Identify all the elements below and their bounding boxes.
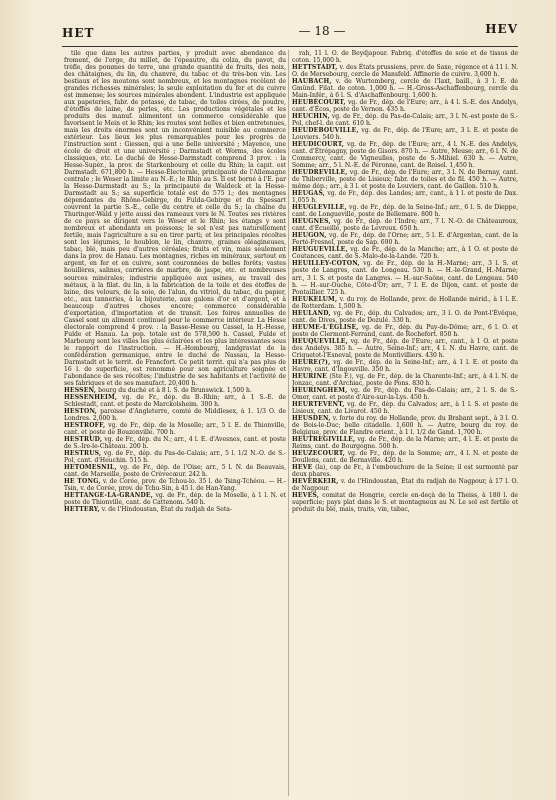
entry-text: vg. de Fr., dép. de la Marne; arr., 4 l. E. et poste de Reims, cant. de Bourgogne. 500 h.	[292, 435, 518, 450]
dictionary-entry	[292, 218, 518, 232]
entry-headword: HESTRUD,	[64, 435, 103, 443]
dictionary-entry	[64, 492, 286, 506]
entry-headword: HEUDICOURT,	[292, 141, 345, 149]
dictionary-entry	[292, 232, 518, 246]
dictionary-entry	[292, 387, 518, 401]
entry-headword: HEUILLEY-COTON,	[292, 260, 360, 268]
entry-text: (la), cap de Fr., à l'embouchure de la Seine; il est surmonté par deux phares.	[292, 463, 518, 478]
entry-headword: HEUZECOURT,	[292, 449, 346, 457]
dictionary-entry	[64, 422, 286, 436]
entry-text: v. de Corée, prov. de Tchou-lo. 35 l. de Tsing-Tchéou. — H.-Tsin, v. de Corée, prov. de Tchu-Sin, à 45 l. de Han-Yang.	[64, 477, 286, 492]
dictionary-entry	[292, 64, 518, 78]
dictionary-entry	[292, 373, 518, 387]
entry-headword: HETTSTADT,	[292, 64, 338, 72]
dictionary-entry	[292, 464, 518, 478]
entry-headword: HESTROFF,	[64, 421, 106, 429]
entry-headword: HEUME-L'ÉGLISE,	[292, 323, 359, 331]
dictionary-entry	[292, 141, 518, 169]
entry-text: vg. de Fr., dép. du Pas-de-Calais; arr., 2 l. S. de S.-Omer, cant. et poste d'Aire-sur-la-Lys. 450 h.	[292, 386, 518, 401]
entry-headword: HESSEN,	[64, 386, 97, 394]
header-rule	[62, 46, 518, 47]
entry-text: vg. de Fr., dép. de la Somme; arr., 4 l. N. et poste de Doullens, cant. de Bernaville. 420 h.	[292, 449, 518, 464]
entry-headword: HEUDEBOUVILLE,	[292, 127, 359, 135]
entry-text: vg. de Fr., dép. de la Moselle; arr., 5 l. E. de Thionville, cant. et poste de Bouzonville. 700 h.	[64, 421, 286, 436]
entry-headword: HE TONG,	[64, 477, 101, 485]
entry-headword: HEULAND,	[292, 309, 331, 317]
dictionary-entry	[292, 324, 518, 338]
dictionary-entry	[292, 492, 518, 513]
entry-headword: HAUBACH,	[292, 78, 332, 86]
dictionary-entry	[64, 450, 286, 464]
entry-headword: HEUDREVILLE,	[292, 169, 348, 177]
dictionary-entry	[292, 338, 518, 359]
entry-headword: HEUGON,	[292, 232, 327, 240]
entry-headword: HEVERKEIR,	[292, 477, 339, 485]
dictionary-entry	[64, 478, 286, 492]
dictionary-entry	[64, 506, 286, 513]
entry-text: v. de l'Hindoustan, État du radjah de Nagpour, à 17 l. O. de Nagpour.	[292, 477, 518, 492]
entry-text: vg. de Fr., dép. de l'Eure; arr., cant., à 1 O. et poste des Andelys. 385 h. — Autre, Seine-Inf.; arr., 4 l. N. du Havre, cant. de Criquetot-l'Esneval, poste de Montivilliers. 430 h.	[292, 337, 518, 359]
entry-headword: HEUKELUM,	[292, 295, 338, 303]
dictionary-entry	[292, 436, 518, 450]
entry-text: vg. de Fr., dép. de l'Eure; arr., 4 l. N.-E. des Andelys, cant. d'Étrépagny, poste de Gisors. 870 h. — Autre, Meuse; arr., 6 l. N. de Commercy, cant. de Vigneulles, poste de S.-Mihiel. 630 h. — Autre, Somme; arr., 5 l. N.-E. de Péronne, cant. de Roisel. 1,450 h.	[292, 141, 518, 170]
dictionary-entry	[292, 415, 518, 436]
entry-headword: HEUGNES,	[292, 218, 331, 226]
dictionary-entry	[292, 169, 518, 190]
entry-headword: HEUCHIN,	[292, 113, 330, 121]
dictionary-entry	[292, 78, 518, 99]
entry-text: vg. de Fr., dép. du N.; arr., 4 l. E. d'Avesnes, cant. et poste de S.-Ire-le-Château. 200 h.	[64, 435, 286, 450]
dictionary-entry	[292, 50, 518, 64]
entry-headword: HEURINE	[292, 372, 327, 380]
dictionary-entry	[292, 478, 518, 492]
entry-text: v. de Wurtemberg, cercle de l'Iaxt, baill., à 3 l. E. de Gmünd. Filat. de coton. 1,000 h. — H.-Gross-Aschaffenbourg, cercle du Main-Infér., à 6 l. S. d'Aschaffenbourg. 1,600 h.	[292, 78, 518, 100]
header-right-guideword: HEV	[485, 22, 518, 36]
entry-text: vg. de Fr., dép. du B.-Rhin; arr., à 1 S.-E. de Schlestadt, cant. et poste de Marckolsheim. 300 h.	[64, 393, 286, 408]
entry-text: vg. de Fr., dép. de l'Indre; arr., 7 l. N.-O. de Châteauroux, cant. d'Écueillé, poste de Levroux. 650 h.	[292, 218, 518, 233]
dictionary-entry	[292, 296, 518, 310]
dictionary-entry	[292, 450, 518, 464]
column-divider	[288, 50, 289, 796]
entry-text: bourg du duché et à 8 l. S. de Brunswick. 1,500 h.	[96, 386, 252, 394]
dictionary-entry	[64, 408, 286, 422]
right-column	[292, 50, 518, 796]
dictionary-entry	[64, 387, 286, 394]
entry-text: v. du roy. de Hollande, prov. de Hollande mérid., à 1 l. E. de Rotterdam. 1,500 h.	[292, 295, 518, 310]
entry-text: vg. de Fr., dép. de la Seine-Inf.; arr., à 1 l. E. et poste du Havre, cant. d'Ingouville. 350 h.	[292, 358, 518, 373]
dictionary-entry	[64, 464, 286, 478]
entry-headword: HESTRUS,	[64, 449, 102, 457]
header-left-guideword: HET	[62, 26, 95, 40]
dictionary-entry	[292, 359, 518, 373]
entry-text: vg. de Fr., dép. des Landes; arr., cant., à 1 l. et poste de Dax. 1,055 h.	[292, 190, 518, 205]
entry-headword: HESTON,	[64, 407, 98, 415]
entry-text: v. de l'Hindoustan, État du radjah de Seta-	[99, 506, 232, 514]
entry-text: vg. de Fr., dép. du Calvados; arr., à 1 l. S. et poste de Lisieux, cant. de Livarot. 450 h.	[292, 400, 518, 415]
entry-text: vg. de Fr., dép. de l'Oise; arr., 5 l. N. de Beauvais, cant. de Marseille, poste de Crèvecœur. 242 h.	[64, 463, 286, 478]
entry-text: tile que dans les autres parties, y produit avec abondance du froment, de l'orge, du millet, de l'épeautre, du colza, du pavot, du trèfle, des pommes de terre, une grande quantité de fruits, des noix, des châtaignes, du lin, du chanvre, du tabac et du très-bon vin. Les bestiaux et les moutons sont nombreux, et les montagnes recèlent de grandes richesses minérales; la seule exploitation du fer et du cuivre est immense; les sources minérales abondent. L'industrie est appliquée aux papeteries, fabr. de potasse, de tabac, de toiles cirées, de poudre, d'étoffes de laine, de perles, etc. Les productions végétales et les produits des manuf. alimentent un commerce considérable que favorisent le Mein et le Rhin; les routes sont belles et bien entretenues, mais les droits énormes sont un inconvénient nuisible au commerce extérieur. Les lieux les plus remarquables pour les progrès de l'instruction sont : Giessen, qui a une belle université ; Mayence, une école de droit et une université ; Darmstadt et Worms, des écoles classiques, etc. Le duché de Hesse-Darmstadt comprend 3 prov. : la Hesse-Supér., la prov. de Starkenbourg et celle du Rhin; la capit. est Darmstadt. 671,800 h. — Hesse-Électorale, principauté de l'Allemagne centrale ; le Weser la limite au N.-E.; le Rhin au S. Il est borné à l'E. par la Hesse-Darmstadt au S.; la principauté de Waldeck et la Hesse-Darmstadt au S.; sa superficie totale est de 575 l.; des montagnes dépendantes du Rhône-Gebirge, du Fulda-Gebirge et du Spessart couvrent la partie S.-E., celle du centre et celle du S.; la chaîne du Thuringer-Wald y jette aussi des rameaux vers le N. Toutes ses rivières de ce pays se dirigent vers le Weser et le Rhin; les étangs y sont nombreux et abondants en poissons; le sol n'est pas naturellement fertile, mais l'agriculture a su en tirer parti; et les principales récoltes sont les légumes, le houblon, le lin, chanvre, graines oléagineuses, tabac, blé, mais peu d'autres céréales; fruits et vin, mais seulement dans la prov. de Hanau. Les montagnes, riches en minéraux, surtout en argent, en fer et en cuivre, sont couronnées de belles forêts; vastes houillères, salines, carrières de marbre, de jaspe, etc. et nombreuses sources minérales; industrie appliquée aux usines, au travail des métaux, à la filat. du lin, à la fabrication de la toile et des étoffes de laine, des velours, de la soie, de l'alun, du vitriol, du tabac, du papier, etc., aux tanneries, à la bijouterie, aux galons d'or et d'argent, et à beaucoup d'autres choses encore; commerce considérable d'exportation, d'importation et de transit. Les foires annuelles de Cassel sont un aliment continuel pour le commerce intérieur. La Hesse électorale comprend 4 prov. : la Basse-Hesse ou Cassel, la H.-Hesse, Fulde et Hanau. La pop. totale est de 578,500 h. Cassel, Fulde et Marbourg sont les villes les plus éclairées et les plus intéressantes sous le rapport de l'instruction. — H.-Hombourg, landgraviat de la confédération germanique, entre le duché de Nassau, la Hesse-Darmstadt et le territ. de Francfort. Ce petit territ. qui n'a pas plus de 16 l. de superficie, est renommé pour son agriculture soignée et l'abondance de ses récoltes; l'industrie de ses habitants et l'activité de ses fabriques et de ses manufact. 20,400 h.	[64, 50, 286, 387]
entry-headword: HEUGUEVILLE,	[292, 246, 348, 254]
dictionary-entry	[292, 246, 518, 260]
entry-headword: HEVE	[292, 463, 313, 471]
entry-text: vg. de Fr., dép. du Calvados; arr., 3 l. O. de Pont-l'Évêque, cant. de Dives, poste de Dozulé. 330 h.	[292, 309, 518, 324]
entry-headword: HEUGAS,	[292, 190, 326, 198]
dictionary-entry	[292, 204, 518, 218]
entry-text: vg. de Fr., dép. de l'Eure; arr., 3 l. E. et poste de Louviers. 540 h.	[292, 127, 518, 142]
dictionary-entry	[64, 394, 286, 408]
entry-headword: HEUGLEVILLE,	[292, 204, 347, 212]
entry-headword: HEUTREGIVILLE,	[292, 435, 356, 443]
entry-text: vg. de Fr., dép. du Puy-de-Dôme; arr., 6 l. O. et poste de Clermont-Ferrand, cant. de Rochefort. 850 h.	[292, 323, 518, 338]
entry-headword: HEVES,	[292, 491, 320, 499]
entry-text: vg. de Fr., dép. du Pas-de-Calais; arr., 5 l. 1/2 N.-O. de S.-Pol, cant. d'Heuchin. 515 h.	[64, 449, 286, 464]
entry-headword: HEURE(?),	[292, 358, 331, 366]
entry-text: vg. de Fr., dép. de l'Eure; arr., 3 l. N. de Bernay, cant. de Thiberville, poste de Lisieux; fabr. de toiles et de fil. 450 h. — Autre, même dép.; arr., à 3 l. et poste de Louviers, cant. de Gaillon. 510 h.	[292, 169, 518, 191]
entry-text: rah, 11 l. O. de Beydjapour. Fabriq. d'étoffes de soie et de tissus de coton. 15,000 h.	[292, 50, 518, 65]
entry-headword: HEUQUEVILLE,	[292, 337, 348, 345]
dictionary-entry	[292, 260, 518, 295]
entry-headword: HESSENHEIM,	[64, 393, 118, 401]
entry-text: vg. de Fr., dép. de la Manche; arr., à 1 O. et poste de Coutances, cant. de S.-Malo-de-la-Lande. 720 h.	[292, 246, 518, 261]
running-header	[62, 22, 518, 44]
dictionary-entry	[64, 436, 286, 450]
entry-headword: HETTANGE-LA-GRANDE,	[64, 491, 154, 499]
entry-headword: HEURTEVENT,	[292, 400, 345, 408]
entry-text: vg. de Fr., dép. du Pas-de-Calais; arr., 3 l. N.-est poste de S.-Pol, chef-l. de cant. 610 h.	[292, 113, 518, 128]
dictionary-entry	[292, 99, 518, 113]
dictionary-entry	[292, 127, 518, 141]
entry-headword: HEUBÉCOURT,	[292, 99, 346, 107]
entry-text: vg. de Fr., dép. de l'Eure; arr., à 4 l. S.-E. des Andelys, cant. d'Écos, poste de Vernon. 435 h.	[292, 99, 518, 114]
dictionary-entry	[292, 401, 518, 415]
dictionary-entry	[292, 190, 518, 204]
entry-text: vg. de Fr., dép. de la Seine-Inf.; arr., 6 l. S. de Dieppe, cant. de Longueville, poste de Bellemare. 800 h.	[292, 204, 518, 219]
entry-text: vg. de Fr., dép. de la H.-Marne; arr., 3 l. S. et poste de Langres, cant. de Longeau. 530 h. — H.-le-Grand, H.-Marne; arr., 3 l. S. et poste de Langres. — H.-sur-Saône, cant. de Longeau. 540 h. — H.-sur-Ouche, Côte-d'Or; arr., 7 l. E. de Dijon, cant. et poste de Pontaillier. 725 h.	[292, 260, 518, 296]
entry-text: (Ste F.), vg. de Fr., dép. de la Charente-Inf.; arr., à 4 l. N. de Jonzac, cant. d'Archiac, poste de Pons. 830 h.	[292, 372, 518, 387]
page-number: — 18 —	[298, 24, 346, 38]
left-column	[64, 50, 286, 796]
entry-headword: HEURINGHEM,	[292, 386, 348, 394]
dictionary-entry	[292, 310, 518, 324]
entry-text: paroisse d'Angleterre, comté de Middlesex, à 1. 1/3 O. de Londres. 2,000 h.	[64, 407, 286, 422]
entry-text: v. des États prussiens, prov. de Saxe, régence et à 11 l. N. O. de Mersebourg, cercle de Mansfeld. Affinerie de cuivre. 3,600 h.	[292, 64, 518, 79]
entry-text: comitat de Hongrie, cercle en-deçà de la Theiss, à 180 l. de superficie; pays plat dans le S. et montagneux au N. Le sol est fertile et produit du blé, mais, traits, vin, tabac,	[292, 491, 518, 514]
entry-headword: HETTERY,	[64, 506, 100, 514]
entry-text: vg. de Fr., dép. de la Moselle, à 1 l. N. et poste de Thionville, cant. de Cattenom. 540 h.	[64, 491, 286, 506]
entry-headword: HEUSDEN,	[292, 414, 331, 422]
entry-text: v. forte du roy. de Hollande, prov. du Brabant sept., à 3 l. O. de Bois-le-Duc; belle citadelle. 1,600 h. — Autre, bourg du roy. de Belgique, prov. de Flandre orient., à 1 l. 1/2 de Gand. 1,700 h.	[292, 414, 518, 436]
dictionary-entry	[292, 113, 518, 127]
dictionary-entry	[64, 50, 286, 387]
entry-headword: HETOMESNIL,	[64, 463, 117, 471]
entry-text: vg. de Fr., dép. de l'Orne; arr., 5 l. E. d'Argentan, cant. de la Ferté-Fresnel, poste de Sap. 690 h.	[292, 232, 518, 247]
